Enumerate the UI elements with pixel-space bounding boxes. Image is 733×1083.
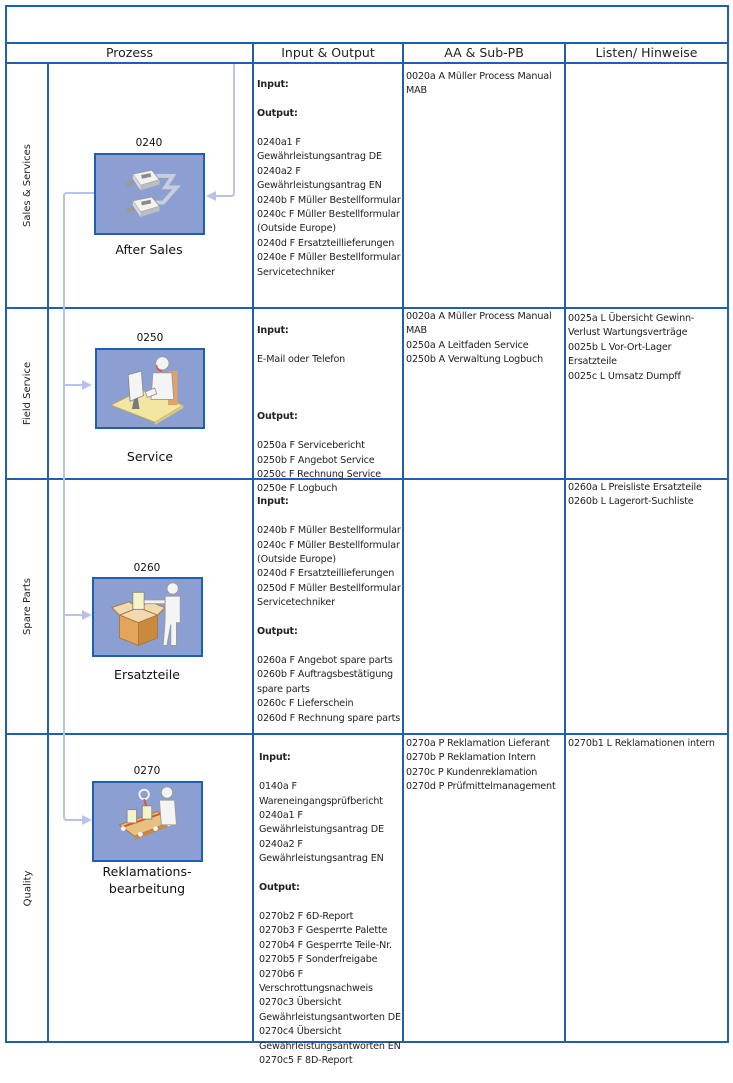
inspection-conveyor-icon [94,783,201,860]
listen-cell-0260 [568,481,724,510]
list-item: 0270b2 F 6D-Report [259,910,354,922]
lane-label-spare-parts: Spare Parts [22,578,33,635]
list-item: 0025a L Übersicht Gewinn-Verlust Wartungsverträge [568,313,695,339]
process-id: 0260 [133,562,161,574]
process-name: Service [126,449,174,464]
arrowhead-to-0270 [82,815,92,825]
list-item: 0240d F Ersatzteillieferungen [257,568,395,580]
list-item: 0240a2 F Gewährleistungsantrag EN [257,165,382,192]
input-list [259,780,401,866]
telephones-icon [96,155,203,233]
process-name: After Sales [115,242,183,257]
connector-line-to-0240 [215,64,234,196]
list-item: 0260b L Lagerort-Suchliste [568,496,694,508]
list-item: 0270b1 L Reklamationen intern [568,738,715,749]
input-list [257,524,404,610]
list-item: 0250b A Verwaltung Logbuch [406,354,544,366]
input-list [257,353,401,367]
process-id: 0250 [136,332,164,344]
process-name: Reklamations- bearbeitung [102,864,192,896]
aa-cell-0250 [406,310,564,368]
list-item: 0250e F Logbuch [257,483,338,495]
output-label: Output: [257,411,298,423]
list-item: 0260d F Rechnung spare parts [257,712,401,724]
column-header-listen-hinweise: Listen/ Hinweise [595,45,698,60]
output-list [257,136,403,280]
list-item: 0250d F Müller Bestellformular Servicetechniker [257,582,401,609]
process-name: Ersatzteile [114,667,180,682]
output-list [259,910,401,1068]
list-item: 0260b F Auftragsbestätigung spare parts [257,669,393,695]
list-item: 0140a F Wareneingangsprüfbericht [259,781,383,807]
process-id: 0270 [133,765,161,777]
list-item: 0270c5 F 8D-Report [259,1054,353,1066]
listen-cell-0270 [568,737,724,751]
list-item: 0250c F Rechnung Service [257,469,382,481]
io-cell-0270 [259,737,401,1083]
listen-cell-0250 [568,312,718,384]
list-item: 0270b6 F Verschrottungsnachweis [259,968,373,994]
connector-line-trunk [64,193,94,820]
list-item: 0270c P Kundenreklamation [406,766,538,778]
input-label: Input: [257,325,289,337]
output-label: Output: [257,626,298,638]
list-item: 0240b F Müller Bestellformular [257,194,401,206]
list-item: 0240e F Müller Bestellformular Servicetechniker [257,252,401,278]
list-item: 0020a A Müller Process Manual MAB [406,71,552,97]
list-item: 0260a F Angebot spare parts [257,654,393,666]
process-box-after-sales[interactable] [94,153,205,235]
column-divider [564,42,566,1043]
process-id: 0240 [135,137,163,149]
lane-label-field-service: Field Service [22,361,33,426]
list-item: 0025b L Vor-Ort-Lager Ersatzteile [568,341,672,368]
arrowhead-to-0240 [206,191,216,201]
packing-box-icon [94,579,201,655]
aa-cell-0240 [406,70,564,99]
output-label: Output: [259,882,300,894]
service-agent-icon [97,350,203,427]
process-box-ersatzteile[interactable] [92,577,203,657]
output-list [257,654,404,726]
list-item: 0240c F Müller Bestellformular (Outside Europe) [257,209,400,235]
input-label: Input: [259,752,291,764]
lane-label-sales-services: Sales & Services [22,144,34,227]
process-box-service[interactable] [95,348,205,429]
column-divider [252,42,254,1043]
list-item: 0270b P Reklamation Intern [406,752,536,764]
list-item: 0240a1 F Gewährleistungsantrag DE [257,137,382,163]
list-item: 0250b F Angebot Service [257,454,375,466]
list-item: 0270c4 Übersicht Gewährleistungsantworten EN [259,1026,401,1052]
lane-label-quality: Quality [21,870,33,906]
arrowhead-to-0250 [82,380,92,390]
process-box-reklamationsbearbeitung[interactable] [92,781,203,862]
list-item: E-Mail oder Telefon [257,354,346,366]
table-border-top [5,5,729,7]
list-item: 0240a1 F Gewährleistungsantrag DE [259,810,384,836]
list-item: 0025c L Umsatz Dumpff [568,370,681,382]
list-item: 0270b3 F Gesperrte Palette [259,925,388,937]
output-label: Output: [257,108,298,120]
list-item: 0270b5 F Sonderfreigabe [259,954,378,966]
list-item: 0250a A Leitfaden Service [406,339,529,351]
list-item: 0260c F Lieferschein [257,698,354,710]
lane-divider [5,307,729,309]
list-item: 0260a L Preisliste Ersatzteile [568,482,702,493]
input-label: Input: [257,79,289,91]
list-item: 0240b F Müller Bestellformular [257,525,401,537]
aa-cell-0270 [406,737,566,795]
list-item: 0270b4 F Gesperrte Teile-Nr. [259,939,392,951]
column-header-input-output: Input & Output [281,45,375,60]
list-item: 0240a2 F Gewährleistungsantrag EN [259,838,384,865]
io-cell-0260 [257,481,404,740]
arrowhead-to-0260 [82,610,92,620]
list-item: 0020a A Müller Process Manual MAB [406,311,552,337]
table-border-right [727,5,729,1043]
input-label: Input: [257,496,289,508]
column-header-aa-sub-pb: AA & Sub-PB [444,45,524,60]
list-item: 0240d F Ersatzteillieferungen [257,237,395,249]
column-header-prozess: Prozess [105,45,154,60]
list-item: 0250a F Servicebericht [257,440,365,452]
list-item: 0270d P Prüfmittelmanagement [406,781,556,793]
list-item: 0240c F Müller Bestellformular (Outside Europe) [257,539,400,566]
list-item: 0270c3 Übersicht Gewährleistungsantworten DE [259,997,401,1023]
io-cell-0240 [257,64,403,295]
list-item: 0270a P Reklamation Lieferant [406,738,550,749]
